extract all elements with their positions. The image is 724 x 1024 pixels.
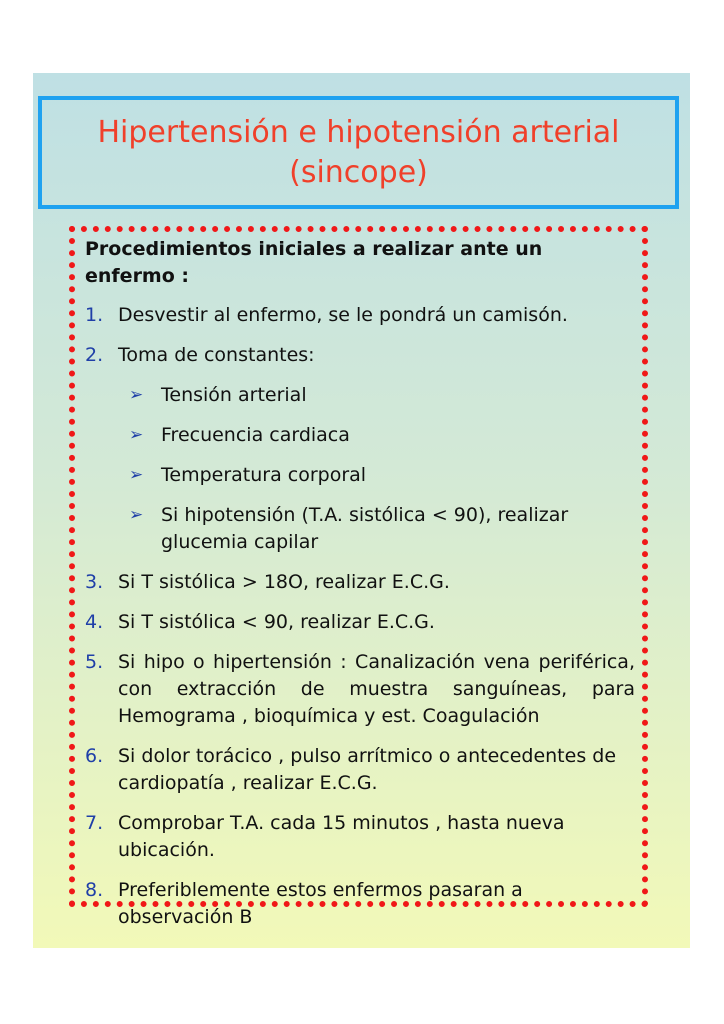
sub-list-item [129,382,635,409]
item-number: 7. [85,812,104,834]
item-text: Si dolor torácico , pulso arrítmico o antecedentes de cardiopatía , realizar E.C.G. [118,745,617,794]
procedures-heading: Procedimientos iniciales a realizar ante un enfermo : [85,238,543,287]
sub-item-text: Si hipotensión (T.A. sistólica < 90), realizar glucemia capilar [161,504,569,553]
sub-item-text: Temperatura corporal [161,464,367,486]
list-item [85,810,635,864]
item-number: 4. [85,611,104,633]
vital-signs-sublist [85,382,635,556]
item-number: 3. [85,571,104,593]
list-item [85,609,635,636]
arrow-bullet-icon: ➢ [129,465,144,485]
item-text: Toma de constantes: [118,344,315,366]
sub-item-text: Frecuencia cardiaca [161,424,350,446]
list-item [85,649,635,730]
arrow-bullet-icon: ➢ [129,505,144,525]
sub-list-item [129,502,635,556]
title-box [38,96,679,209]
item-text: Si hipo o hipertensión : Canalización vena periférica, con extracción de muestra sanguíneas, para Hemograma , bioquímica y est. Coagulación [118,651,635,727]
title-line-1: Hipertensión e hipotensión arterial [97,114,620,150]
procedure-content [85,236,635,944]
item-text: Si T sistólica > 18O, realizar E.C.G. [118,571,450,593]
item-number: 6. [85,745,104,767]
list-item [85,569,635,596]
item-number: 8. [85,879,104,901]
item-number: 1. [85,304,104,326]
item-text: Desvestir al enfermo, se le pondrá un camisón. [118,304,568,326]
sub-list-item [129,462,635,489]
list-item [85,743,635,797]
item-text: Si T sistólica < 90, realizar E.C.G. [118,611,435,633]
list-item [85,877,635,931]
item-number: 2. [85,344,104,366]
title-line-2: (sincope) [289,154,428,190]
item-number: 5. [85,651,104,673]
item-text: Preferiblemente estos enfermos pasaran a observación B [118,879,523,928]
list-item [85,302,635,329]
sub-list-item [129,422,635,449]
arrow-bullet-icon: ➢ [129,385,144,405]
list-item [85,342,635,369]
item-text: Comprobar T.A. cada 15 minutos , hasta nueva ubicación. [118,812,565,861]
sub-item-text: Tensión arterial [161,384,307,406]
arrow-bullet-icon: ➢ [129,425,144,445]
